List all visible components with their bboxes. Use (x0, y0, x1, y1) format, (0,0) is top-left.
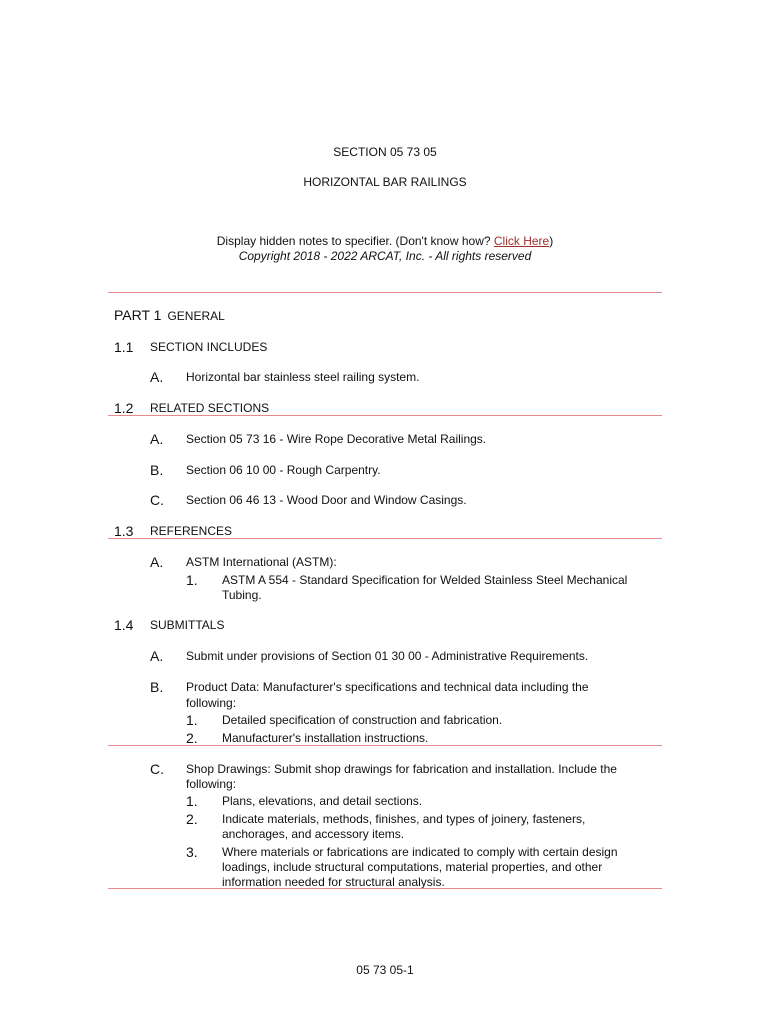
hidden-notes-text: Display hidden notes to specifier. (Don't know how? (216, 234, 494, 248)
part-heading (114, 307, 225, 324)
article-number: 1.2 (114, 400, 134, 416)
subparagraph-text: Plans, elevations, and detail sections. (222, 794, 423, 808)
hidden-notes-line (0, 234, 770, 248)
paragraph-mark: B. (150, 462, 164, 478)
subparagraph-mark: 1. (186, 793, 198, 809)
paragraph-mark: A. (150, 369, 164, 385)
article-number: 1.1 (114, 339, 134, 355)
divider (108, 292, 662, 293)
part-title: GENERAL (167, 309, 225, 323)
part-label: PART 1 (114, 307, 162, 323)
subparagraph-text: Where materials or fabrications are indicated to comply with certain design (222, 845, 618, 859)
subparagraph-text: ASTM A 554 - Standard Specification for Welded Stainless Steel Mechanical (222, 573, 628, 587)
divider (108, 415, 662, 416)
paragraph-text: Shop Drawings: Submit shop drawings for fabrication and installation. Include the (186, 762, 617, 776)
paragraph-text: Section 05 73 16 - Wire Rope Decorative Metal Railings. (186, 432, 487, 446)
paragraph-mark: A. (150, 648, 164, 664)
article-title: RELATED SECTIONS (150, 401, 270, 415)
section-title: HORIZONTAL BAR RAILINGS (303, 175, 467, 189)
divider (108, 888, 662, 889)
article-title: REFERENCES (150, 524, 233, 538)
paragraph-text: Horizontal bar stainless steel railing system. (186, 370, 420, 384)
hidden-notes-suffix: ) (549, 234, 554, 248)
paragraph-text: Section 06 10 00 - Rough Carpentry. (186, 463, 381, 477)
paragraph-text: Product Data: Manufacturer's specifications and technical data including the (186, 680, 589, 694)
divider (108, 745, 662, 746)
paragraph-mark: A. (150, 431, 164, 447)
copyright-notice: Copyright 2018 - 2022 ARCAT, Inc. - All rights reserved (238, 249, 532, 263)
subparagraph-mark: 2. (186, 730, 198, 746)
subparagraph-text: Detailed specification of construction and fabrication. (222, 713, 503, 727)
paragraph-mark: A. (150, 554, 164, 570)
article-title: SECTION INCLUDES (150, 340, 268, 354)
paragraph-mark: C. (150, 761, 164, 777)
paragraph-text: Submit under provisions of Section 01 30 00 - Administrative Requirements. (186, 649, 589, 663)
divider (108, 538, 662, 539)
section-number: SECTION 05 73 05 (333, 145, 437, 159)
paragraph-text: following: (186, 696, 237, 710)
paragraph-text: ASTM International (ASTM): (186, 555, 337, 569)
subparagraph-text: Indicate materials, methods, finishes, and types of joinery, fasteners, (222, 812, 586, 826)
subparagraph-text: anchorages, and accessory items. (222, 827, 405, 841)
subparagraph-mark: 3. (186, 844, 198, 860)
paragraph-text: Section 06 46 13 - Wood Door and Window Casings. (186, 493, 467, 507)
subparagraph-text: information needed for structural analysis. (222, 875, 445, 889)
subparagraph-mark: 2. (186, 811, 198, 827)
page-number: 05 73 05-1 (356, 963, 414, 977)
paragraph-mark: B. (150, 679, 164, 695)
article-number: 1.4 (114, 617, 134, 633)
subparagraph-text: Manufacturer's installation instructions. (222, 731, 429, 745)
paragraph-text: following: (186, 777, 237, 791)
article-number: 1.3 (114, 523, 134, 539)
subparagraph-mark: 1. (186, 712, 198, 728)
paragraph-mark: C. (150, 492, 164, 508)
subparagraph-mark: 1. (186, 572, 198, 588)
article-title: SUBMITTALS (150, 618, 225, 632)
subparagraph-text: Tubing. (222, 588, 262, 602)
click-here-link[interactable]: Click Here (493, 234, 550, 248)
subparagraph-text: loadings, include structural computations, material properties, and other (222, 860, 603, 874)
